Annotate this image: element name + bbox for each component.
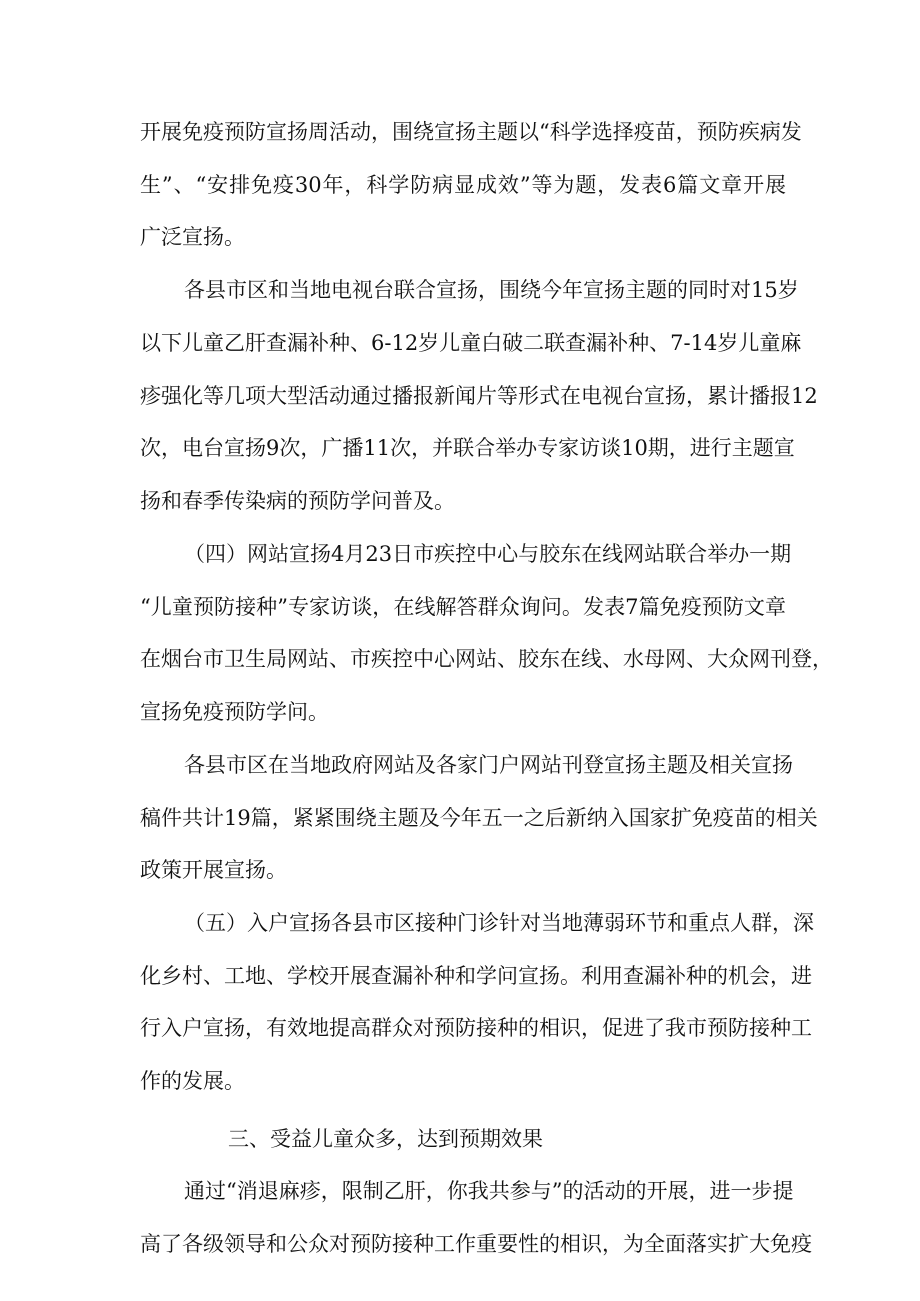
- paragraph-3-line-2: “儿童预防接种”专家访谈，在线解答群众询问。发表7篇免疫预防文章: [140, 595, 786, 619]
- paragraph-6-line-1: 通过“消退麻疹，限制乙肝，你我共参与”的活动的开展，进一步提: [184, 1179, 794, 1203]
- paragraph-5-line-4: 作的发展。: [140, 1069, 245, 1093]
- paragraph-1-line-2: 生”、“安排免疫30年，科学防病显成效”等为题，发表6篇文章开展: [140, 173, 786, 197]
- paragraph-6-line-2: 高了各级领导和公众对预防接种工作重要性的相识，为全面落实扩大免疫: [140, 1232, 812, 1256]
- paragraph-3-line-1: （四）网站宣扬4月23日市疾控中心与胶东在线网站联合举办一期: [184, 542, 792, 566]
- paragraph-5-line-2: 化乡村、工地、学校开展查漏补种和学问宣扬。利用查漏补种的机会，进: [140, 964, 812, 988]
- paragraph-3-line-4: 宣扬免疫预防学问。: [140, 700, 329, 724]
- paragraph-2-line-1: 各县市区和当地电视台联合宣扬，围绕今年宣扬主题的同时对15岁: [184, 278, 799, 302]
- section-heading: 三、受益儿童众多，达到预期效果: [228, 1127, 543, 1151]
- paragraph-3-line-3: 在烟台市卫生局网站、市疾控中心网站、胶东在线、水母网、大众网刊登，: [140, 647, 833, 671]
- paragraph-4-line-3: 政策开展宣扬。: [140, 858, 287, 882]
- paragraph-2-line-4: 次，电台宣扬9次，广播11次，并联合举办专家访谈10期，进行主题宣: [140, 436, 795, 460]
- paragraph-4-line-1: 各县市区在当地政府网站及各家门户网站刊登宣扬主题及相关宣扬: [184, 753, 793, 777]
- paragraph-5-line-3: 行入户宣扬，有效地提高群众对预防接种的相识，促进了我市预防接种工: [140, 1016, 812, 1040]
- paragraph-2-line-5: 扬和春季传染病的预防学问普及。: [140, 489, 455, 513]
- paragraph-1-line-1: 开展免疫预防宣扬周活动，围绕宣扬主题以“科学选择疫苗，预防疾病发: [140, 120, 802, 144]
- paragraph-2-line-3: 疹强化等几项大型活动通过播报新闻片等形式在电视台宣扬，累计播报12: [140, 384, 818, 408]
- paragraph-4-line-2: 稿件共计19篇，紧紧围绕主题及今年五一之后新纳入国家扩免疫苗的相关: [140, 806, 818, 830]
- paragraph-1-line-3: 广泛宣扬。: [140, 225, 245, 249]
- paragraph-2-line-2: 以下儿童乙肝查漏补种、6-12岁儿童白破二联查漏补种、7-14岁儿童麻: [140, 331, 802, 355]
- paragraph-5-line-1: （五）入户宣扬各县市区接种门诊针对当地薄弱环节和重点人群，深: [184, 911, 814, 935]
